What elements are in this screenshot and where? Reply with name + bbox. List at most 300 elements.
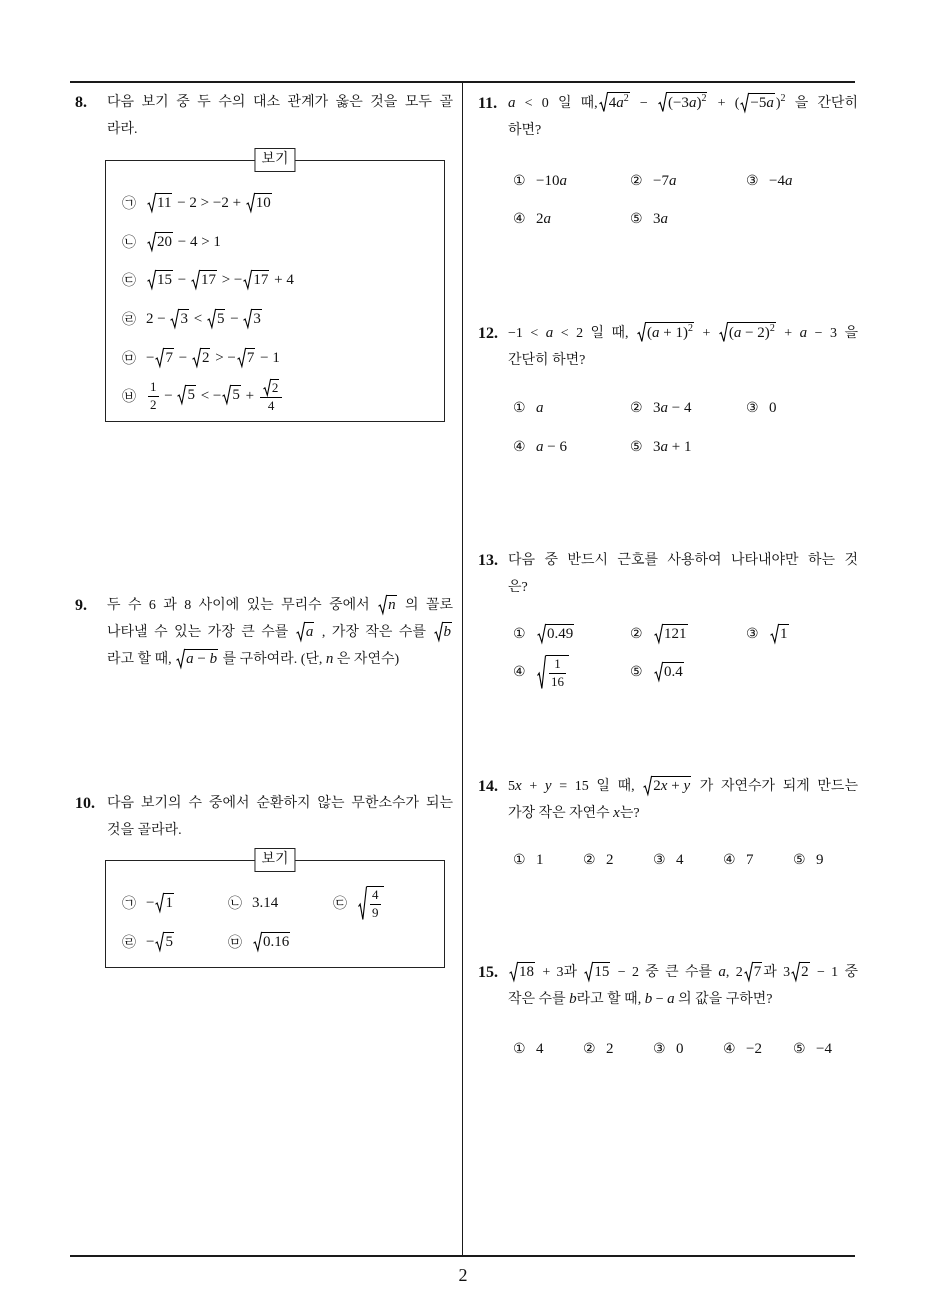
text-run: 20 bbox=[157, 234, 172, 251]
choice-1 bbox=[513, 847, 544, 873]
square-root bbox=[584, 962, 610, 981]
math-variable: a bbox=[660, 439, 668, 455]
text-run: − bbox=[146, 934, 155, 951]
radical-sign bbox=[155, 893, 164, 912]
radicand bbox=[305, 622, 315, 641]
text-run: 10 bbox=[255, 195, 271, 212]
choice-4 bbox=[513, 434, 567, 460]
radical-sign bbox=[791, 962, 800, 981]
choice-expression bbox=[769, 399, 777, 417]
radical-sign bbox=[537, 624, 546, 643]
math-variable: y bbox=[544, 778, 552, 794]
choice-expression bbox=[653, 399, 691, 417]
radicand bbox=[646, 322, 694, 342]
choice-marker: ④ bbox=[723, 852, 736, 868]
radicand bbox=[200, 270, 217, 289]
math-variable: a bbox=[784, 173, 793, 189]
radicand bbox=[546, 624, 574, 643]
text-run: − 2 중 큰 수를 bbox=[611, 965, 719, 980]
problem-number: 12. bbox=[478, 325, 498, 342]
choice-3 bbox=[746, 168, 792, 194]
example-box-label: 보기 bbox=[254, 848, 295, 872]
fraction bbox=[370, 888, 381, 921]
item-expression bbox=[252, 932, 291, 951]
square-root bbox=[654, 624, 688, 643]
text-run: 4 bbox=[372, 886, 379, 902]
radical-sign bbox=[654, 624, 663, 643]
text-run: −4 bbox=[816, 1041, 832, 1057]
problem-9 bbox=[75, 592, 453, 673]
choice-expression bbox=[653, 172, 676, 190]
text-run: 2 − bbox=[146, 311, 170, 328]
radical-sign bbox=[243, 270, 252, 289]
text-run: ) bbox=[696, 95, 702, 111]
text-run: 9 bbox=[372, 904, 379, 920]
choice-expression bbox=[606, 851, 614, 869]
text-run: < 0 일 때, bbox=[515, 96, 598, 111]
example-item bbox=[122, 378, 284, 413]
radicand bbox=[262, 932, 290, 951]
item-marker: ㉥ bbox=[122, 390, 136, 405]
text-run: (−3 bbox=[667, 95, 689, 111]
text-run: + bbox=[667, 778, 684, 794]
math-variable: a bbox=[667, 991, 675, 1007]
text-run: > − bbox=[211, 350, 236, 367]
choice-expression bbox=[536, 172, 567, 190]
text-run: 1 bbox=[150, 378, 157, 394]
choice-4 bbox=[723, 847, 754, 873]
item-expression bbox=[146, 348, 280, 367]
problem-text-line bbox=[508, 773, 858, 800]
item-marker: ㉢ bbox=[333, 897, 347, 912]
text-run: 는? bbox=[619, 806, 640, 821]
text-run: 17 bbox=[200, 272, 216, 289]
choice-1 bbox=[513, 621, 575, 647]
text-run: 작은 수를 bbox=[508, 992, 570, 1007]
math-variable: a bbox=[543, 211, 551, 227]
math-variable: x bbox=[613, 805, 620, 821]
text-run: 를 구하여라. (단, bbox=[219, 652, 326, 667]
page-number: 2 bbox=[458, 1265, 468, 1285]
radicand bbox=[753, 962, 763, 981]
radical-sign bbox=[177, 385, 186, 404]
text-run: − 1 bbox=[256, 350, 280, 367]
square-root bbox=[358, 886, 384, 921]
radicand bbox=[252, 270, 269, 289]
choice-expression bbox=[816, 1040, 832, 1058]
square-root bbox=[222, 385, 241, 404]
choice-marker: ② bbox=[630, 626, 643, 642]
text-run: − bbox=[146, 895, 155, 912]
problem-text-line bbox=[508, 320, 858, 347]
text-run: + ( bbox=[708, 96, 740, 111]
math-variable: a bbox=[660, 400, 668, 416]
problem-number: 9. bbox=[75, 597, 87, 614]
square-root bbox=[509, 962, 535, 981]
radicand bbox=[652, 776, 691, 795]
exponent: 2 bbox=[688, 323, 693, 334]
example-item bbox=[122, 888, 175, 918]
choice-marker: ① bbox=[513, 1041, 526, 1057]
text-run: −7 bbox=[653, 173, 669, 189]
text-run: − 2) bbox=[741, 325, 770, 341]
text-run: 1 bbox=[536, 852, 544, 868]
math-variable: x bbox=[515, 778, 522, 794]
choice-5 bbox=[793, 1036, 832, 1062]
radical-sign bbox=[744, 962, 753, 981]
denominator bbox=[148, 397, 159, 413]
item-marker: ㉡ bbox=[122, 236, 136, 251]
text-run: − bbox=[174, 350, 191, 367]
radicand bbox=[252, 309, 262, 328]
choice-5 bbox=[793, 847, 824, 873]
math-variable: a bbox=[616, 95, 624, 111]
radical-sign bbox=[170, 309, 179, 328]
choice-2 bbox=[583, 1036, 614, 1062]
radicand bbox=[231, 385, 241, 404]
radicand bbox=[201, 348, 211, 367]
item-marker: ㉡ bbox=[228, 897, 242, 912]
square-root bbox=[147, 270, 173, 289]
problem-text-line bbox=[107, 646, 453, 673]
numerator bbox=[549, 657, 566, 674]
choice-expression bbox=[536, 624, 575, 643]
text-run: 121 bbox=[664, 626, 687, 643]
choice-1 bbox=[513, 395, 544, 421]
text-run: 2 bbox=[201, 350, 210, 367]
square-root bbox=[770, 624, 789, 643]
choice-marker: ② bbox=[630, 173, 643, 189]
radicand bbox=[518, 962, 535, 981]
text-run: + bbox=[521, 779, 545, 794]
square-root bbox=[177, 385, 196, 404]
fraction bbox=[148, 380, 159, 413]
square-root bbox=[296, 622, 315, 641]
choice-marker: ③ bbox=[653, 1041, 666, 1057]
radicand bbox=[667, 92, 707, 112]
radical-sign bbox=[191, 270, 200, 289]
text-run: −2 bbox=[746, 1041, 762, 1057]
choice-marker: ⑤ bbox=[630, 439, 643, 455]
radical-sign bbox=[176, 649, 185, 668]
text-run: 15 bbox=[157, 272, 172, 289]
example-box bbox=[105, 852, 445, 968]
choice-marker: ⑤ bbox=[793, 852, 806, 868]
text-run: 3 bbox=[653, 400, 661, 416]
item-expression bbox=[252, 894, 278, 912]
choice-expression bbox=[653, 438, 691, 456]
problem-text-line bbox=[508, 90, 858, 117]
radicand bbox=[216, 309, 226, 328]
radical-sign bbox=[719, 322, 728, 342]
square-root bbox=[155, 932, 174, 951]
text-run: 라라. bbox=[107, 122, 138, 137]
text-run: 4 bbox=[608, 95, 617, 111]
exponent: 2 bbox=[701, 93, 707, 104]
math-variable: a bbox=[536, 400, 544, 416]
text-run: 16 bbox=[551, 673, 564, 689]
problem-text-line bbox=[107, 790, 453, 817]
problem-text-line bbox=[508, 800, 858, 827]
item-expression bbox=[146, 270, 294, 289]
problem-text bbox=[508, 320, 858, 374]
text-run: , 2 bbox=[725, 965, 743, 980]
choice-3 bbox=[653, 847, 684, 873]
text-run: 라고 할 때, bbox=[107, 652, 176, 667]
radical-sign bbox=[658, 92, 667, 112]
text-run: 은? bbox=[508, 580, 528, 595]
square-root bbox=[643, 776, 691, 795]
example-box bbox=[105, 152, 445, 422]
radicand bbox=[164, 893, 174, 912]
radical-sign bbox=[243, 309, 252, 328]
text-run: 가장 작은 자연수 bbox=[508, 806, 614, 821]
fraction bbox=[549, 657, 566, 690]
radicand bbox=[186, 385, 196, 404]
text-run: , 가장 작은 수를 bbox=[315, 625, 433, 640]
problem-text-line bbox=[508, 547, 858, 574]
item-expression bbox=[146, 193, 273, 212]
problem-15 bbox=[478, 959, 858, 1013]
radical-sign bbox=[584, 962, 593, 981]
text-run: 2 bbox=[606, 1041, 614, 1057]
choice-expression bbox=[676, 1040, 684, 1058]
denominator bbox=[260, 398, 283, 414]
item-expression bbox=[357, 886, 385, 921]
math-variable: a bbox=[718, 964, 726, 980]
numerator bbox=[148, 380, 159, 397]
problem-text-line bbox=[107, 619, 453, 646]
square-root bbox=[740, 93, 774, 112]
problem-text bbox=[107, 592, 453, 673]
radical-sign bbox=[537, 655, 546, 690]
radical-sign bbox=[222, 385, 231, 404]
radicand bbox=[593, 962, 610, 981]
example-item bbox=[228, 888, 278, 918]
text-run: 4 bbox=[267, 397, 275, 413]
item-expression bbox=[146, 932, 175, 951]
example-item bbox=[122, 227, 221, 257]
problem-text bbox=[107, 89, 453, 143]
problem-text bbox=[508, 547, 858, 601]
radicand bbox=[663, 662, 684, 681]
choice-expression bbox=[746, 851, 754, 869]
text-run: −10 bbox=[536, 173, 560, 189]
problem-number: 13. bbox=[478, 552, 498, 569]
problem-number: 14. bbox=[478, 778, 498, 795]
radical-sign bbox=[599, 92, 608, 112]
item-expression bbox=[146, 309, 263, 328]
square-root bbox=[147, 232, 173, 251]
text-run: 1 bbox=[780, 626, 788, 643]
problem-number: 8. bbox=[75, 94, 87, 111]
text-run: 라고 할 때, bbox=[576, 992, 645, 1007]
radicand bbox=[179, 309, 189, 328]
column-divider bbox=[462, 82, 463, 1256]
radicand bbox=[546, 655, 569, 690]
text-run: 것을 골라라. bbox=[107, 823, 182, 838]
example-item bbox=[333, 888, 385, 918]
text-run: 의 꼴로 bbox=[397, 598, 453, 613]
radical-sign bbox=[192, 348, 201, 367]
radical-sign bbox=[147, 270, 156, 289]
problem-text-line bbox=[107, 116, 453, 143]
square-root bbox=[170, 309, 189, 328]
text-run: 3.14 bbox=[252, 895, 279, 911]
problem-text-line bbox=[508, 574, 858, 601]
choice-expression bbox=[653, 624, 689, 643]
text-run: 3 bbox=[180, 311, 188, 328]
problem-11 bbox=[478, 90, 858, 144]
problem-text-line bbox=[508, 959, 858, 986]
choice-marker: ③ bbox=[653, 852, 666, 868]
text-run: 0.49 bbox=[547, 626, 574, 643]
choice-4 bbox=[513, 206, 551, 232]
radicand bbox=[663, 624, 688, 643]
choice-expression bbox=[536, 655, 570, 690]
radicand bbox=[246, 348, 256, 367]
math-variable: b bbox=[644, 991, 653, 1007]
radicand bbox=[728, 322, 776, 342]
radicand bbox=[779, 624, 789, 643]
text-run: 4 bbox=[536, 1041, 544, 1057]
square-root bbox=[176, 649, 218, 668]
example-item bbox=[122, 265, 294, 295]
choice-marker: ⑤ bbox=[630, 211, 643, 227]
text-run: −4 bbox=[769, 173, 785, 189]
choice-marker: ① bbox=[513, 626, 526, 642]
item-marker: ㉣ bbox=[122, 936, 136, 951]
radicand bbox=[156, 270, 173, 289]
radical-sign bbox=[509, 962, 518, 981]
square-root bbox=[246, 193, 272, 212]
problem-number: 10. bbox=[75, 795, 95, 812]
radical-sign bbox=[253, 932, 262, 951]
text-run: 1 bbox=[165, 895, 173, 912]
text-run: 의 값을 구하면? bbox=[674, 992, 773, 1007]
math-variable: a bbox=[668, 173, 677, 189]
text-run: + bbox=[776, 326, 800, 341]
choice-marker: ④ bbox=[513, 439, 526, 455]
math-variable: a bbox=[545, 325, 554, 341]
radical-sign bbox=[263, 379, 271, 396]
math-variable: a bbox=[652, 325, 660, 341]
square-root bbox=[253, 932, 290, 951]
square-root bbox=[263, 379, 280, 396]
radical-sign bbox=[434, 622, 443, 641]
choice-expression bbox=[816, 851, 824, 869]
text-run: 1 bbox=[554, 655, 561, 671]
item-marker: ㉤ bbox=[122, 352, 136, 367]
text-run: < 2 일 때, bbox=[553, 326, 637, 341]
text-run: − 2 > −2 + bbox=[173, 195, 245, 212]
radical-sign bbox=[643, 776, 652, 795]
text-run: + 3과 bbox=[536, 965, 584, 980]
text-run: ( bbox=[728, 325, 734, 341]
exponent: 2 bbox=[780, 93, 786, 104]
fraction bbox=[260, 379, 283, 414]
radicand bbox=[164, 932, 174, 951]
text-run: 2 bbox=[536, 211, 544, 227]
square-root bbox=[155, 348, 174, 367]
radicand bbox=[387, 595, 397, 614]
radical-sign bbox=[296, 622, 305, 641]
square-root bbox=[378, 595, 397, 614]
text-run: − bbox=[630, 96, 657, 111]
text-run: 2 bbox=[653, 778, 661, 794]
square-root bbox=[537, 624, 574, 643]
choice-2 bbox=[583, 847, 614, 873]
choice-3 bbox=[746, 621, 790, 647]
item-expression bbox=[146, 893, 175, 912]
text-run: = 15 일 때, bbox=[551, 779, 643, 794]
text-run: −1 < bbox=[508, 326, 546, 341]
text-run: + 1) bbox=[659, 325, 688, 341]
problem-text bbox=[508, 90, 858, 144]
math-variable: y bbox=[683, 778, 691, 794]
text-run: 9 bbox=[816, 852, 824, 868]
choice-expression bbox=[676, 851, 684, 869]
math-variable: a bbox=[305, 624, 314, 640]
text-run: + bbox=[241, 387, 258, 404]
choice-expression bbox=[536, 438, 567, 456]
problem-text bbox=[107, 790, 453, 844]
choice-marker: ④ bbox=[513, 664, 526, 680]
choice-expression bbox=[769, 172, 792, 190]
choice-marker: ② bbox=[583, 1041, 596, 1057]
square-root bbox=[434, 622, 453, 641]
item-marker: ㉠ bbox=[122, 197, 136, 212]
math-variable: b bbox=[443, 624, 451, 640]
choice-marker: ⑤ bbox=[630, 664, 643, 680]
math-variable: a bbox=[688, 95, 697, 111]
square-root bbox=[719, 322, 776, 342]
text-run: −5 bbox=[750, 95, 767, 111]
choice-expression bbox=[536, 399, 544, 417]
example-item bbox=[122, 343, 280, 373]
choice-marker: ⑤ bbox=[793, 1041, 806, 1057]
problem-text-line bbox=[107, 89, 453, 116]
text-run: 18 bbox=[519, 964, 534, 980]
denominator bbox=[549, 674, 566, 690]
math-variable: a bbox=[508, 95, 516, 111]
radical-sign bbox=[147, 232, 156, 251]
radical-sign bbox=[155, 348, 164, 367]
problem-8 bbox=[75, 89, 453, 143]
radical-sign bbox=[740, 93, 749, 112]
item-marker: ㉣ bbox=[122, 313, 136, 328]
choice-expression bbox=[653, 662, 685, 681]
choice-1 bbox=[513, 168, 567, 194]
math-variable: a bbox=[660, 211, 668, 227]
text-run: 3 bbox=[653, 439, 661, 455]
radicand bbox=[271, 379, 280, 396]
text-run: 5 bbox=[508, 779, 515, 794]
choice-1 bbox=[513, 1036, 544, 1062]
choice-5 bbox=[630, 434, 691, 460]
text-run: 4 bbox=[676, 852, 684, 868]
item-marker: ㉠ bbox=[122, 897, 136, 912]
text-run: ( bbox=[647, 325, 653, 341]
choice-marker: ② bbox=[630, 400, 643, 416]
radical-sign bbox=[770, 624, 779, 643]
problem-number: 11. bbox=[478, 95, 498, 112]
math-variable: a bbox=[733, 325, 742, 341]
math-variable: a bbox=[766, 95, 774, 111]
problem-10 bbox=[75, 790, 453, 844]
item-marker: ㉤ bbox=[228, 936, 242, 951]
text-run: < − bbox=[196, 387, 222, 404]
